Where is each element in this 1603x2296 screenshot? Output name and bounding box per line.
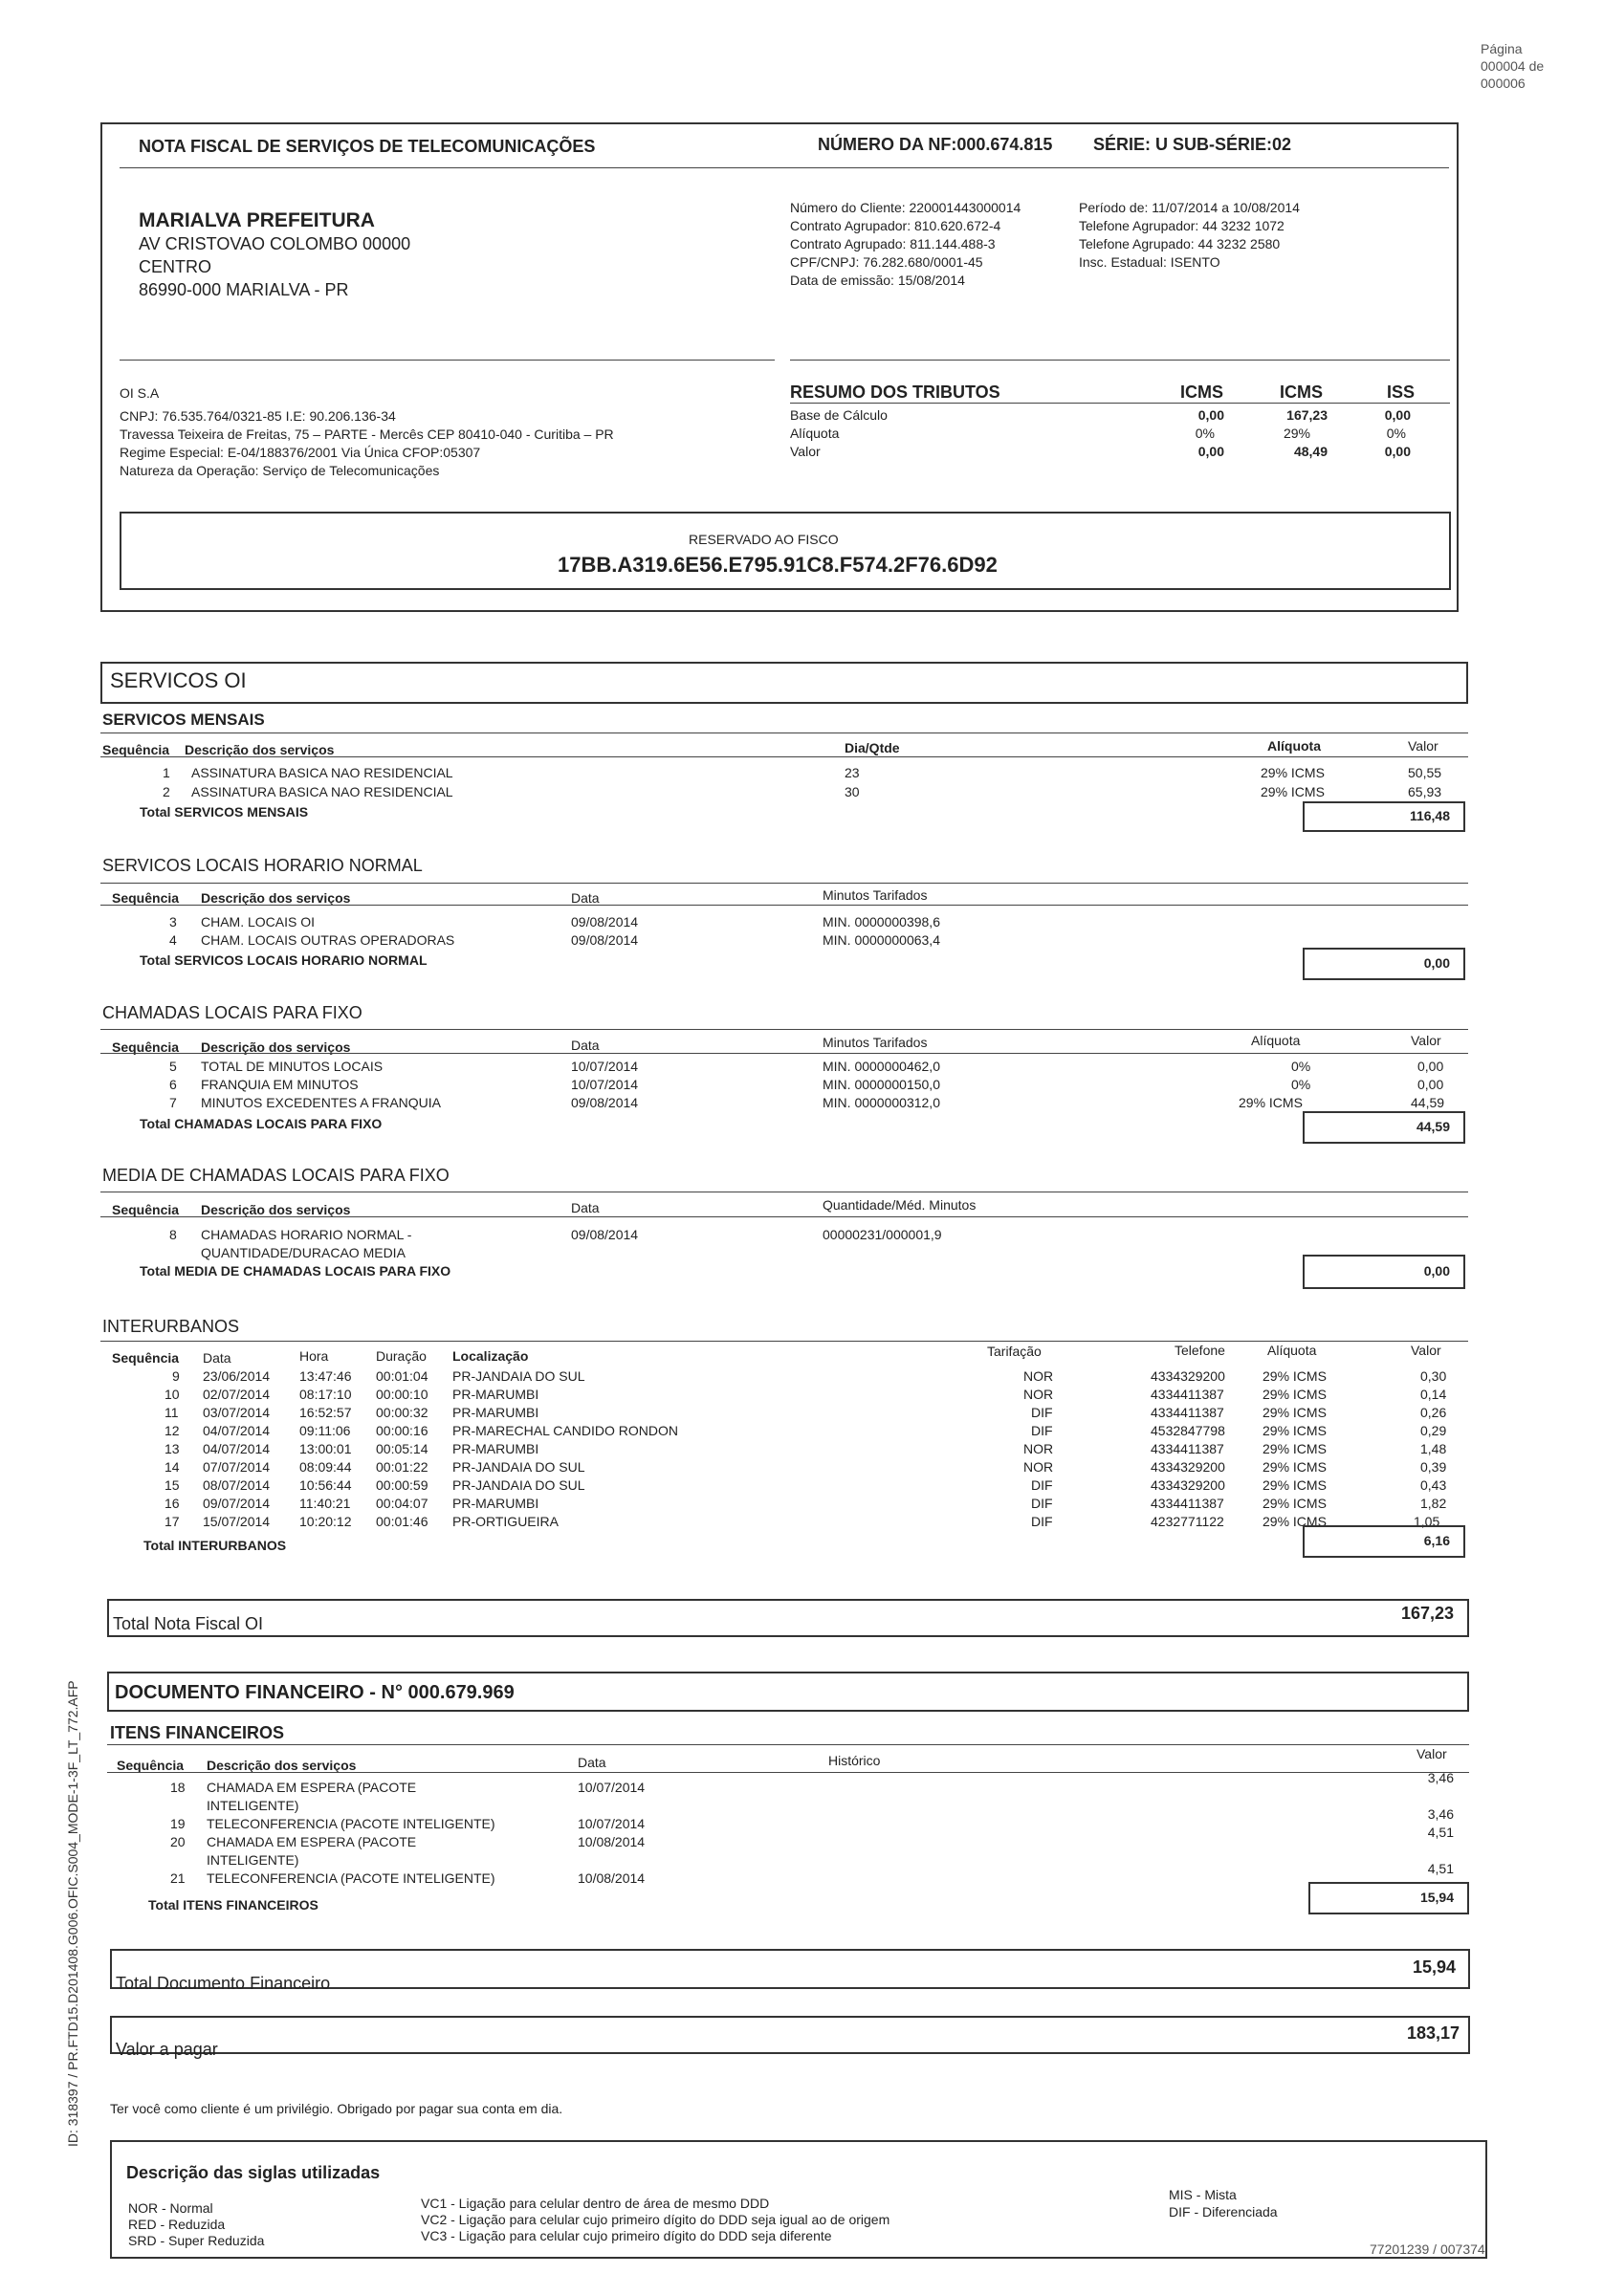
sigla-mis: MIS - Mista (1169, 2187, 1237, 2202)
table-row-cont (0, 1853, 1603, 1870)
locais-normal-h-desc: Descrição dos serviços (201, 890, 351, 906)
valor: 50,55 (1408, 765, 1442, 780)
footer-code: 77201239 / 007374 (1370, 2241, 1485, 2257)
locais-normal-h-min: Minutos Tarifados (823, 887, 928, 903)
contract-emissao: Data de emissão: 15/08/2014 (790, 273, 965, 288)
min: MIN. 0000000398,6 (823, 914, 940, 929)
media-h-seq: Sequência (112, 1202, 180, 1217)
locais-fixo-h-seq: Sequência (112, 1039, 180, 1055)
contract-insc: Insc. Estadual: ISENTO (1079, 254, 1220, 270)
seq: 15 (165, 1477, 180, 1493)
telefone: 4334411387 (1151, 1387, 1224, 1402)
interurbanos-divider (100, 1341, 1468, 1342)
aliquota: 29% ICMS (1263, 1387, 1327, 1402)
client-district: CENTRO (139, 257, 211, 276)
total-nf-label: Total Nota Fiscal OI (113, 1614, 264, 1633)
duracao: 00:00:59 (376, 1477, 428, 1493)
locais-fixo-divider (100, 1029, 1468, 1030)
fisco-label: RESERVADO AO FISCO (689, 532, 839, 547)
itens-financeiros-title: ITENS FINANCEIROS (110, 1723, 285, 1742)
duracao: 00:05:14 (376, 1441, 428, 1456)
data: 02/07/2014 (203, 1387, 271, 1402)
table-row (0, 1478, 1603, 1496)
seq: 4 (169, 932, 177, 948)
table-row (0, 1388, 1603, 1405)
desc: ASSINATURA BASICA NAO RESIDENCIAL (191, 765, 453, 780)
contract-client-number: Número do Cliente: 220001443000014 (790, 200, 1021, 215)
fin-rows (0, 1781, 1603, 1895)
contract-periodo: Período de: 11/07/2014 a 10/08/2014 (1079, 200, 1300, 215)
contract-agrupador: Contrato Agrupador: 810.620.672-4 (790, 218, 1001, 233)
locais-fixo-h-min: Minutos Tarifados (823, 1035, 928, 1050)
seq: 9 (172, 1368, 180, 1384)
hora: 08:09:44 (299, 1459, 352, 1475)
telefone: 4334411387 (1151, 1405, 1224, 1420)
inter-h-seq: Sequência (112, 1350, 180, 1366)
localizacao: PR-JANDAIA DO SUL (452, 1477, 585, 1493)
desc: FRANQUIA EM MINUTOS (201, 1077, 359, 1092)
data: 15/07/2014 (203, 1514, 271, 1529)
data: 10/08/2014 (578, 1834, 646, 1849)
telefone: 4334411387 (1151, 1441, 1224, 1456)
issuer-divider (120, 360, 775, 361)
media-total-label: Total MEDIA DE CHAMADAS LOCAIS PARA FIXO (140, 1263, 451, 1279)
sigla-srd: SRD - Super Reduzida (128, 2233, 265, 2248)
duracao: 00:04:07 (376, 1496, 428, 1511)
locais-fixo-total: 44,59 (1416, 1119, 1450, 1134)
table-row (0, 1442, 1603, 1459)
data: 10/08/2014 (578, 1870, 646, 1886)
table-row (0, 1781, 1603, 1798)
localizacao: PR-MARECHAL CANDIDO RONDON (452, 1423, 678, 1438)
desc-cont: INTELIGENTE) (207, 1852, 299, 1868)
locais-normal-divider (100, 883, 1468, 884)
seq: 8 (169, 1227, 177, 1242)
fin-h-historico: Histórico (828, 1753, 881, 1768)
min: MIN. 0000000150,0 (823, 1077, 940, 1092)
locais-normal-title: SERVICOS LOCAIS HORARIO NORMAL (102, 856, 423, 875)
hora: 11:40:21 (299, 1496, 351, 1511)
servicos-oi-title: SERVICOS OI (110, 668, 247, 692)
desc: TELECONFERENCIA (PACOTE INTELIGENTE) (207, 1870, 495, 1886)
fin-valor-19: 3,46 (1427, 1806, 1454, 1822)
locais-normal-h-data: Data (571, 890, 600, 906)
table-row (0, 1817, 1603, 1834)
contract-tel-agrupador: Telefone Agrupador: 44 3232 1072 (1079, 218, 1285, 233)
telefone: 4334329200 (1151, 1368, 1225, 1384)
inter-h-tarifacao: Tarifação (987, 1344, 1042, 1359)
hora: 09:11:06 (299, 1423, 351, 1438)
locais-normal-h-seq: Sequência (112, 890, 180, 906)
fin-valor-18: 3,46 (1427, 1770, 1454, 1785)
table-row (0, 1497, 1603, 1514)
valor: 0,00 (1417, 1059, 1444, 1074)
valor: 0,26 (1420, 1405, 1447, 1420)
data: 09/07/2014 (203, 1496, 271, 1511)
valor: 0,39 (1420, 1459, 1447, 1475)
seq: 6 (169, 1077, 177, 1092)
min: MIN. 0000000312,0 (823, 1095, 940, 1110)
issuer-natureza: Natureza da Operação: Serviço de Telecomunicações (120, 463, 440, 478)
thank-you-message: Ter você como cliente é um privilégio. Obrigado por pagar sua conta em dia. (110, 2101, 563, 2116)
tributos-base-label: Base de Cálculo (790, 407, 888, 423)
fin-header-line (107, 1772, 1469, 1773)
valor: 0,00 (1417, 1077, 1444, 1092)
hora: 16:52:57 (299, 1405, 352, 1420)
interurbanos-total-label: Total INTERURBANOS (143, 1538, 287, 1553)
data: 10/07/2014 (578, 1780, 646, 1795)
data: 04/07/2014 (203, 1423, 271, 1438)
aliquota: 29% ICMS (1239, 1095, 1303, 1110)
tarifacao: DIF (1031, 1514, 1053, 1529)
tributos-valor-icms2: 48,49 (1293, 444, 1328, 459)
telefone: 4334411387 (1151, 1496, 1224, 1511)
desc: TELECONFERENCIA (PACOTE INTELIGENTE) (207, 1816, 495, 1831)
tarifacao: NOR (1023, 1368, 1054, 1384)
hora: 08:17:10 (299, 1387, 352, 1402)
data: 03/07/2014 (203, 1405, 271, 1420)
locais-fixo-title: CHAMADAS LOCAIS PARA FIXO (102, 1003, 362, 1022)
page-label: Página (1481, 41, 1523, 56)
client-address: AV CRISTOVAO COLOMBO 00000 (139, 234, 411, 253)
hora: 13:47:46 (299, 1368, 352, 1384)
valor: 0,14 (1420, 1387, 1447, 1402)
seq: 3 (169, 914, 177, 929)
data: 09/08/2014 (571, 932, 639, 948)
duracao: 00:01:04 (376, 1368, 428, 1384)
localizacao: PR-MARUMBI (452, 1496, 539, 1511)
client-city: 86990-000 MARIALVA - PR (139, 280, 349, 299)
tributos-valor-iss: 0,00 (1384, 444, 1411, 459)
tributos-aliquota-icms2: 29% (1283, 426, 1310, 441)
qtde: 23 (845, 765, 860, 780)
duracao: 00:00:10 (376, 1387, 428, 1402)
desc: TOTAL DE MINUTOS LOCAIS (201, 1059, 384, 1074)
total-nf-value: 167,23 (1400, 1604, 1454, 1623)
table-row (0, 915, 1603, 932)
total-doc-value: 15,94 (1412, 1957, 1456, 1977)
telefone: 4232771122 (1151, 1514, 1224, 1529)
tributos-header-icms1: ICMS (1180, 383, 1223, 402)
valor: 65,93 (1408, 784, 1442, 799)
seq: 7 (169, 1095, 177, 1110)
data: 09/08/2014 (571, 914, 639, 929)
aliquota: 29% ICMS (1263, 1423, 1327, 1438)
duracao: 00:01:46 (376, 1514, 428, 1529)
desc: CHAMADA EM ESPERA (PACOTE (207, 1780, 417, 1795)
servicos-oi-box (100, 662, 1468, 704)
localizacao: PR-ORTIGUEIRA (452, 1514, 559, 1529)
financeiro-title: DOCUMENTO FINANCEIRO - N° 000.679.969 (115, 1682, 515, 1703)
header-divider (120, 167, 1449, 168)
media-h-qtd: Quantidade/Méd. Minutos (823, 1197, 977, 1213)
localizacao: PR-MARUMBI (452, 1405, 539, 1420)
fin-h-desc: Descrição dos serviços (207, 1758, 357, 1773)
localizacao: PR-JANDAIA DO SUL (452, 1459, 585, 1475)
table-row (0, 1078, 1603, 1095)
desc: MINUTOS EXCEDENTES A FRANQUIA (201, 1095, 442, 1110)
data: 23/06/2014 (203, 1368, 271, 1384)
valor: 44,59 (1411, 1095, 1445, 1110)
sigla-vc1: VC1 - Ligação para celular dentro de área de mesmo DDD (421, 2196, 770, 2211)
aliquota: 29% ICMS (1263, 1459, 1327, 1475)
mensais-title: SERVICOS MENSAIS (102, 711, 265, 729)
table-row (0, 1424, 1603, 1441)
seq: 17 (165, 1514, 180, 1529)
itens-total: 15,94 (1419, 1890, 1454, 1905)
media-title: MEDIA DE CHAMADAS LOCAIS PARA FIXO (102, 1166, 450, 1185)
localizacao: PR-MARUMBI (452, 1441, 539, 1456)
page-current: 000004 de (1481, 58, 1545, 74)
data: 09/08/2014 (571, 1227, 639, 1242)
inter-h-aliquota: Alíquota (1267, 1343, 1317, 1358)
fisco-code: 17BB.A319.6E56.E795.91C8.F574.2F76.6D92 (558, 553, 998, 577)
data: 07/07/2014 (203, 1459, 271, 1475)
sigla-vc3: VC3 - Ligação para celular cujo primeiro dígito do DDD seja diferente (421, 2228, 832, 2243)
inter-h-data: Data (203, 1350, 231, 1366)
seq: 14 (165, 1459, 180, 1475)
data: 09/08/2014 (571, 1095, 639, 1110)
table-row (0, 785, 1603, 802)
min: MIN. 0000000462,0 (823, 1059, 940, 1074)
table-row (0, 1835, 1603, 1852)
telefone: 4532847798 (1151, 1423, 1225, 1438)
seq: 20 (170, 1834, 186, 1849)
sigla-nor: NOR - Normal (128, 2200, 213, 2216)
qtde: 30 (845, 784, 860, 799)
tributos-valor-label: Valor (790, 444, 821, 459)
nf-serie: SÉRIE: U SUB-SÉRIE:02 (1093, 135, 1292, 154)
tributos-valor-icms1: 0,00 (1197, 444, 1224, 459)
mensais-h-aliquota: Alíquota (1267, 738, 1321, 754)
aliquota: 0% (1291, 1059, 1311, 1074)
valor: 0,43 (1420, 1477, 1447, 1493)
valor-pagar-label: Valor a pagar (116, 2040, 218, 2059)
valor-pagar-value: 183,17 (1406, 2023, 1460, 2043)
sigla-dif: DIF - Diferenciada (1169, 2204, 1278, 2219)
seq: 11 (165, 1405, 179, 1420)
aliquota: 29% ICMS (1263, 1405, 1327, 1420)
telefone: 4334329200 (1151, 1477, 1225, 1493)
locais-fixo-h-aliquota: Alíquota (1251, 1033, 1301, 1048)
data: 10/07/2014 (571, 1077, 639, 1092)
tributos-divider (790, 360, 1450, 361)
hora: 10:20:12 (299, 1514, 352, 1529)
tributos-aliquota-iss: 0% (1386, 426, 1406, 441)
tarifacao: NOR (1023, 1459, 1054, 1475)
tarifacao: DIF (1031, 1477, 1053, 1493)
table-row (0, 1369, 1603, 1387)
fin-h-seq: Sequência (117, 1758, 185, 1773)
duracao: 00:00:32 (376, 1405, 428, 1420)
table-row (0, 1060, 1603, 1077)
interurbanos-rows (0, 1369, 1603, 1542)
locais-fixo-total-label: Total CHAMADAS LOCAIS PARA FIXO (140, 1116, 383, 1131)
issuer-cnpj: CNPJ: 76.535.764/0321-85 I.E: 90.206.136-34 (120, 408, 396, 424)
mensais-h-valor: Valor (1408, 738, 1438, 754)
contract-agrupado: Contrato Agrupado: 811.144.488-3 (790, 236, 996, 251)
desc: CHAMADA EM ESPERA (PACOTE (207, 1834, 417, 1849)
tributos-header-icms2: ICMS (1280, 383, 1323, 402)
valor-pagar-box (110, 2016, 1470, 2054)
issuer-regime: Regime Especial: E-04/188376/2001 Via Única CFOP:05307 (120, 445, 481, 460)
tarifacao: DIF (1031, 1405, 1053, 1420)
tributos-title: RESUMO DOS TRIBUTOS (790, 383, 1000, 402)
locais-normal-total-label: Total SERVICOS LOCAIS HORARIO NORMAL (140, 952, 428, 968)
seq: 19 (170, 1816, 186, 1831)
desc: CHAM. LOCAIS OI (201, 914, 316, 929)
seq: 12 (165, 1423, 180, 1438)
hora: 13:00:01 (299, 1441, 352, 1456)
tributos-aliquota-label: Alíquota (790, 426, 840, 441)
tributos-header-iss: ISS (1387, 383, 1416, 402)
localizacao: PR-JANDAIA DO SUL (452, 1368, 585, 1384)
table-row-cont (0, 1799, 1603, 1816)
aliquota: 29% ICMS (1263, 1514, 1327, 1529)
mensais-rows (0, 766, 1603, 804)
issuer-address: Travessa Teixeira de Freitas, 75 – PARTE - Mercês CEP 80410-040 - Curitiba – PR (120, 426, 614, 442)
valor: 1,82 (1420, 1496, 1447, 1511)
desc-cont: QUANTIDADE/DURACAO MEDIA (201, 1245, 406, 1260)
inter-h-telefone: Telefone (1175, 1343, 1225, 1358)
seq: 16 (165, 1496, 180, 1511)
desc: ASSINATURA BASICA NAO RESIDENCIAL (191, 784, 453, 799)
locais-fixo-h-valor: Valor (1411, 1033, 1441, 1048)
aliquota: 29% ICMS (1263, 1368, 1327, 1384)
fin-h-data: Data (578, 1755, 606, 1770)
media-total: 0,00 (1423, 1263, 1450, 1279)
tarifacao: NOR (1023, 1441, 1054, 1456)
mensais-header-line (100, 756, 1468, 757)
valor: 0,29 (1420, 1423, 1447, 1438)
inter-h-hora: Hora (299, 1348, 329, 1364)
desc-cont: INTELIGENTE) (207, 1798, 299, 1813)
locais-normal-header-line (100, 905, 1468, 906)
min: MIN. 0000000063,4 (823, 932, 940, 948)
itens-total-label: Total ITENS FINANCEIROS (148, 1897, 318, 1913)
fin-h-valor: Valor (1416, 1746, 1447, 1761)
nf-number: NÚMERO DA NF:000.674.815 (818, 135, 1053, 154)
seq: 5 (169, 1059, 177, 1074)
data: 10/07/2014 (571, 1059, 639, 1074)
hora: 10:56:44 (299, 1477, 352, 1493)
interurbanos-total: 6,16 (1423, 1533, 1450, 1548)
total-nf-box (107, 1599, 1469, 1637)
client-name: MARIALVA PREFEITURA (139, 209, 375, 231)
mensais-h-desc: Descrição dos serviços (185, 742, 335, 757)
mensais-total: 116,48 (1409, 808, 1450, 823)
contract-cnpj: CPF/CNPJ: 76.282.680/0001-45 (790, 254, 983, 270)
table-row (0, 1406, 1603, 1423)
locais-fixo-h-desc: Descrição dos serviços (201, 1039, 351, 1055)
mensais-h-qtde: Dia/Qtde (845, 740, 900, 755)
aliquota: 29% ICMS (1261, 765, 1325, 780)
siglas-title: Descrição das siglas utilizadas (126, 2163, 381, 2182)
margin-id: ID: 318397 / PR.FTD15.D201408.G006.OFIC.S004_MODE-1-3F_LT_772.AFP (65, 1680, 80, 2147)
locais-normal-total: 0,00 (1423, 955, 1450, 971)
mensais-total-label: Total SERVICOS MENSAIS (140, 804, 309, 820)
valor: 0,30 (1420, 1368, 1447, 1384)
itens-divider (107, 1744, 1469, 1745)
tributos-base-iss: 0,00 (1384, 407, 1411, 423)
seq: 18 (170, 1780, 186, 1795)
data: 04/07/2014 (203, 1441, 271, 1456)
mensais-h-seq: Sequência (102, 742, 170, 757)
tributos-base-icms1: 0,00 (1197, 407, 1224, 423)
desc: CHAM. LOCAIS OUTRAS OPERADORAS (201, 932, 455, 948)
inter-h-duracao: Duração (376, 1348, 427, 1364)
tarifacao: NOR (1023, 1387, 1054, 1402)
fin-valor-21: 4,51 (1427, 1861, 1454, 1876)
seq: 2 (163, 784, 170, 799)
duracao: 00:01:22 (376, 1459, 428, 1475)
contract-tel-agrupado: Telefone Agrupado: 44 3232 2580 (1079, 236, 1281, 251)
interurbanos-title: INTERURBANOS (102, 1317, 240, 1336)
aliquota: 29% ICMS (1261, 784, 1325, 799)
media-h-data: Data (571, 1200, 600, 1215)
sigla-vc2: VC2 - Ligação para celular cujo primeiro dígito do DDD seja igual ao de origem (421, 2212, 890, 2227)
issuer-name: OI S.A (120, 385, 160, 401)
tarifacao: DIF (1031, 1423, 1053, 1438)
data: 10/07/2014 (578, 1816, 646, 1831)
locais-fixo-rows (0, 1060, 1603, 1117)
media-h-desc: Descrição dos serviços (201, 1202, 351, 1217)
seq: 21 (170, 1870, 186, 1886)
valor: 1,05 (1414, 1514, 1440, 1529)
inter-h-localizacao: Localização (452, 1348, 529, 1364)
desc: CHAMADAS HORARIO NORMAL - (201, 1227, 412, 1242)
aliquota: 0% (1291, 1077, 1311, 1092)
seq: 1 (163, 765, 170, 780)
nf-title: NOTA FISCAL DE SERVIÇOS DE TELECOMUNICAÇÕES (139, 137, 596, 156)
locais-fixo-header-line (100, 1053, 1468, 1054)
media-header-line (100, 1216, 1468, 1217)
tributos-aliquota-icms1: 0% (1195, 426, 1215, 441)
aliquota: 29% ICMS (1263, 1496, 1327, 1511)
duracao: 00:00:16 (376, 1423, 428, 1438)
table-row (0, 1228, 1603, 1245)
locais-fixo-h-data: Data (571, 1038, 600, 1053)
table-row (0, 766, 1603, 783)
localizacao: PR-MARUMBI (452, 1387, 539, 1402)
tributos-header-line (790, 403, 1450, 404)
valor: 1,48 (1420, 1441, 1447, 1456)
tributos-base-icms2: 167,23 (1286, 407, 1328, 423)
total-doc-label: Total Documento Financeiro (116, 1974, 331, 1993)
fin-valor-20: 4,51 (1427, 1825, 1454, 1840)
page-total: 000006 (1481, 76, 1526, 91)
aliquota: 29% ICMS (1263, 1441, 1327, 1456)
inter-h-valor: Valor (1411, 1343, 1441, 1358)
telefone: 4334329200 (1151, 1459, 1225, 1475)
qtd: 00000231/000001,9 (823, 1227, 942, 1242)
seq: 13 (165, 1441, 180, 1456)
aliquota: 29% ICMS (1263, 1477, 1327, 1493)
sigla-red: RED - Reduzida (128, 2217, 226, 2232)
table-row (0, 1460, 1603, 1477)
tarifacao: DIF (1031, 1496, 1053, 1511)
seq: 10 (165, 1387, 180, 1402)
data: 08/07/2014 (203, 1477, 271, 1493)
fisco-box (120, 512, 1451, 590)
